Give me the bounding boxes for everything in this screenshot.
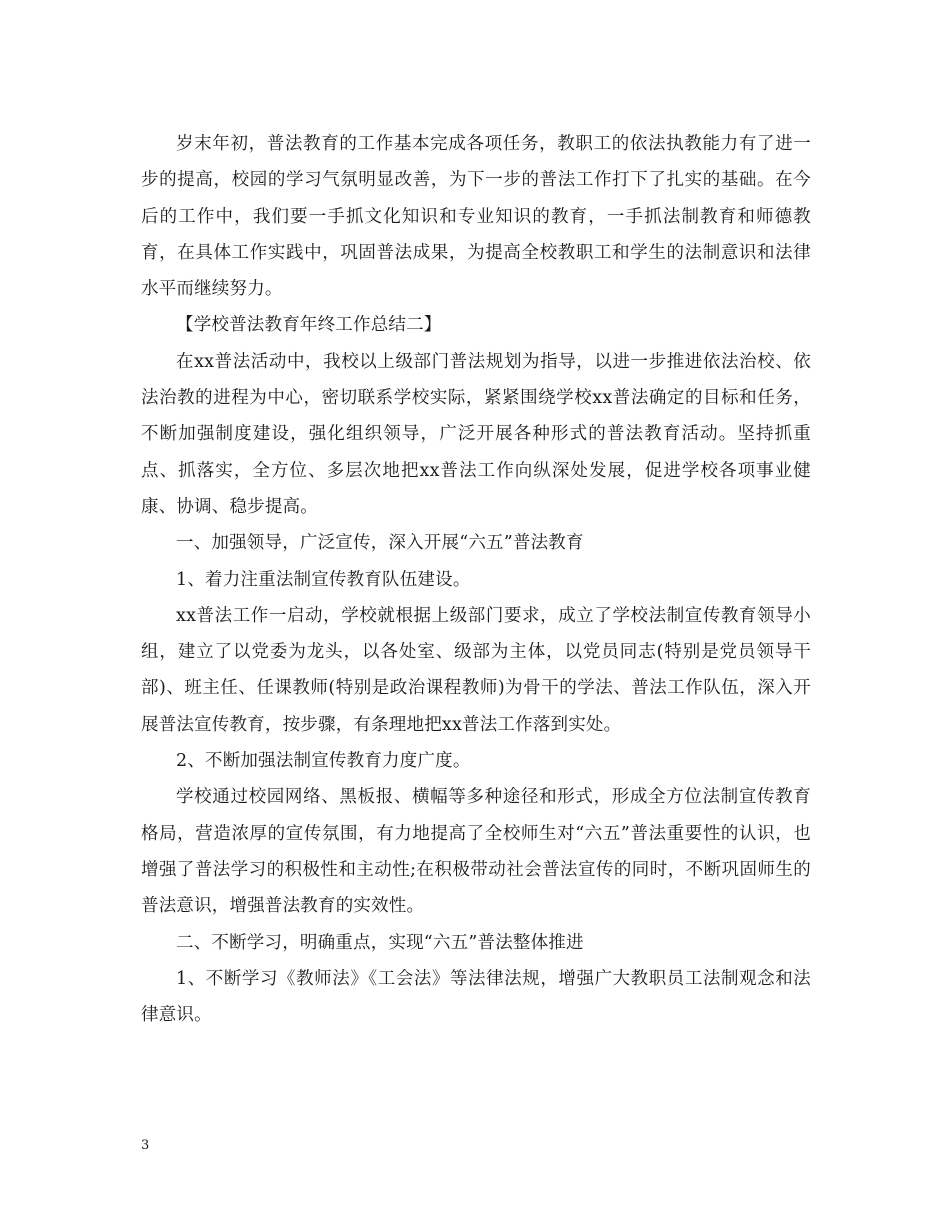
paragraph: 学校通过校园网络、黑板报、横幅等多种途径和形式，形成全方位法制宣传教育格局，营造浓厚的宣传氛围，有力地提高了全校师生对“六五”普法重要性的认识，也增强了普法学习的积极性和主动性;在积极带动社会普法宣传的同时，不断巩固师生的普法意识，增强普法教育的实效性。 <box>141 787 811 917</box>
paragraph: 岁末年初，普法教育的工作基本完成各项任务，教职工的依法执教能力有了进一步的提高，校园的学习气氛明显改善，为下一步的普法工作打下了扎实的基础。在今后的工作中，我们要一手抓文化知识和专业知识的教育，一手抓法制教育和师德教育，在具体工作实践中，巩固普法成果，为提高全校教职工和学生的法制意识和法律水平而继续努力。 <box>141 134 811 300</box>
section-heading: 【学校普法教育年终工作总结二】 <box>176 315 442 336</box>
paragraph: 1、不断学习《教师法》《工会法》等法律法规，增强广大教职员工法制观念和法律意识。 <box>141 968 811 1026</box>
page-number: 3 <box>141 1138 150 1153</box>
section-heading: 二、不断学习，明确重点，实现“六五”普法整体推进 <box>176 932 584 953</box>
paragraph: xx普法工作一启动，学校就根据上级部门要求，成立了学校法制宣传教育领导小组，建立了以党委为龙头，以各处室、级部为主体，以党员同志(特别是党员领导干部)、班主任、任课教师(特别是政治课程教师)为骨干的学法、普法工作队伍，深入开展普法宣传教育，按步骤，有条理地把xx普法工作落到实处。 <box>141 605 811 735</box>
subsection-heading: 2、不断加强法制宣传教育力度广度。 <box>176 751 471 772</box>
paragraph: 在xx普法活动中，我校以上级部门普法规划为指导，以进一步推进依法治校、依法治教的进程为中心，密切联系学校实际，紧紧围绕学校xx普法确定的目标和任务，不断加强制度建设，强化组织领导，广泛开展各种形式的普法教育活动。坚持抓重点、抓落实，全方位、多层次地把xx普法工作向纵深处发展，促进学校各项事业健康、协调、稳步提高。 <box>141 351 811 517</box>
section-heading: 一、加强领导，广泛宣传，深入开展“六五”普法教育 <box>176 533 584 554</box>
document-body <box>141 126 811 1033</box>
subsection-heading: 1、着力注重法制宣传教育队伍建设。 <box>176 569 471 590</box>
